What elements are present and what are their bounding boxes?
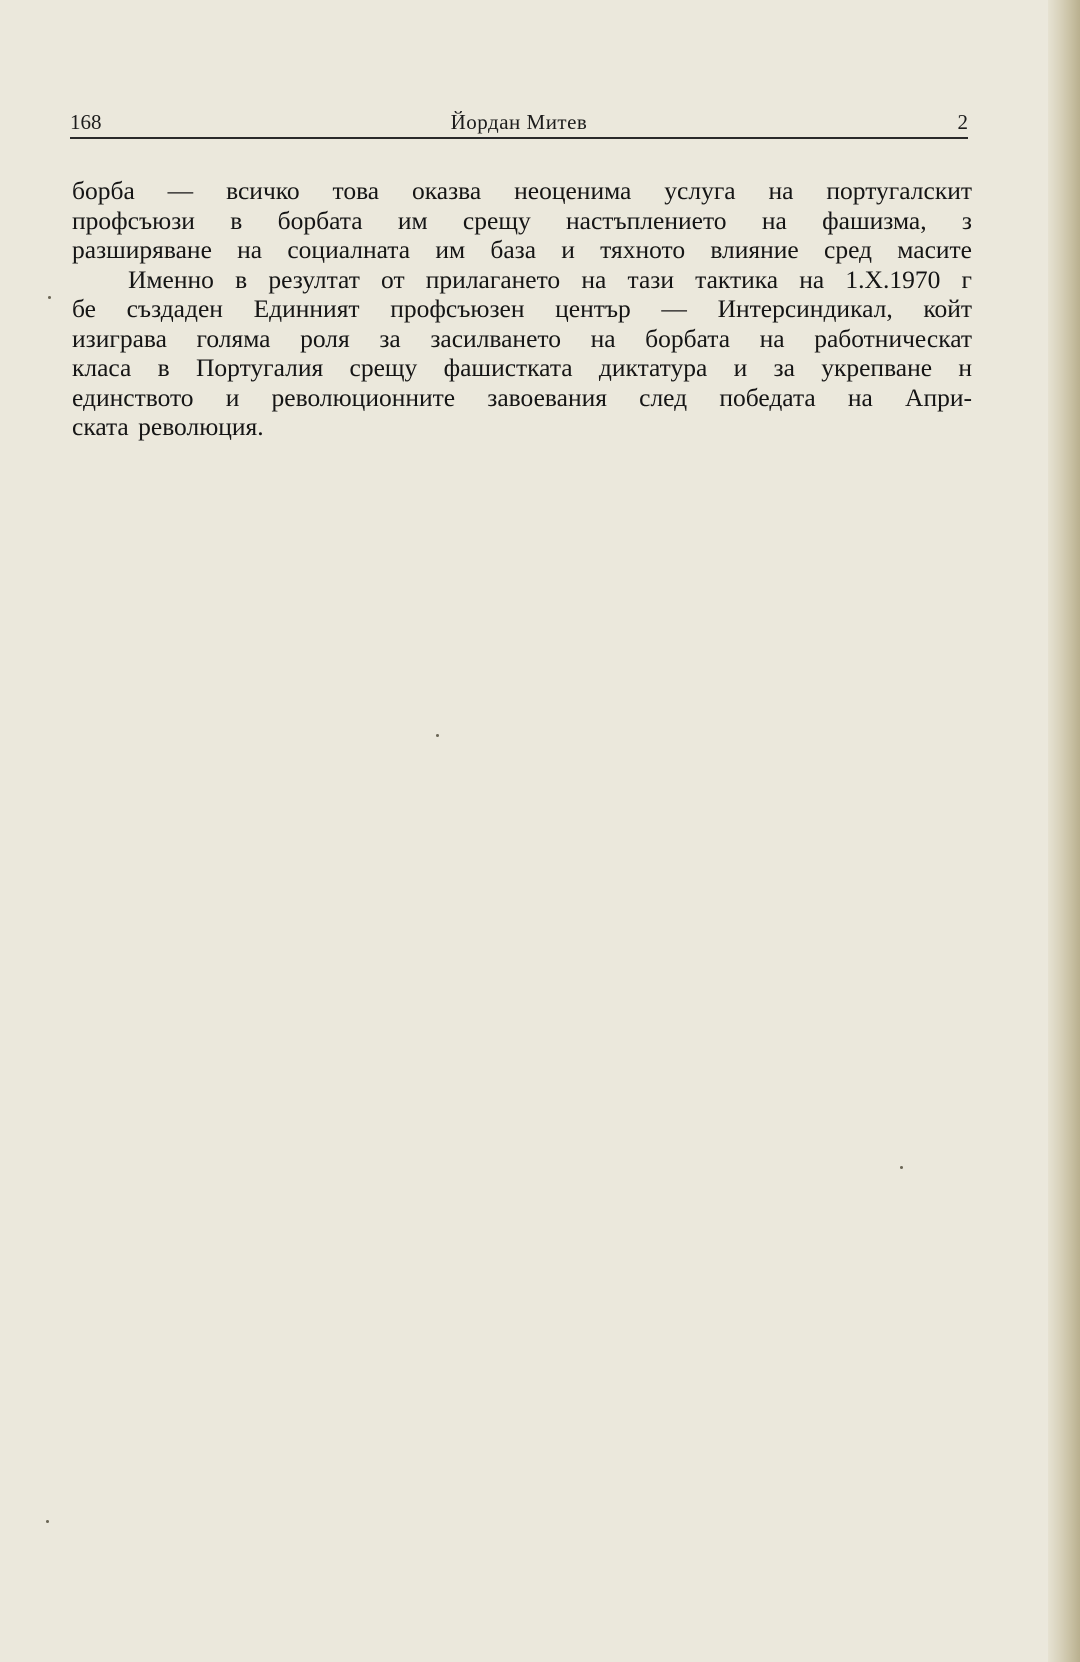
text-line: профсъюзи в борбата им срещу настъплението на фашизма, з xyxy=(72,205,972,235)
text-line: ската революция. xyxy=(72,412,264,441)
text-line: борба — всичко това оказва неоценима услуга на португалскит xyxy=(72,176,972,205)
body-text xyxy=(72,176,972,442)
paper-speck xyxy=(48,296,51,299)
paper-speck xyxy=(46,1520,49,1523)
paper-speck xyxy=(900,1166,903,1169)
text-line: бе създаден Единният профсъюзен център — Интерсиндикал, койт xyxy=(72,294,972,323)
text-line: изиграва голяма роля за засилването на борбата на работническат xyxy=(72,323,972,353)
page-gutter-shadow xyxy=(1048,0,1080,1662)
paper-speck xyxy=(436,734,439,737)
text-line: Именно в резултат от прилагането на тази тактика на 1.X.1970 г xyxy=(128,264,972,294)
text-line: единството и революционните завоевания след победата на Апри- xyxy=(72,382,972,412)
text-line: разширяване на социалната им база и тяхното влияние сред масите xyxy=(72,235,972,264)
page-number: 168 xyxy=(70,110,102,134)
text-line: класа в Португалия срещу фашистката диктатура и за укрепване н xyxy=(72,353,972,382)
header-rule xyxy=(70,137,968,139)
running-right-mark: 2 xyxy=(957,110,968,134)
running-head xyxy=(70,108,968,138)
running-title: Йордан Митев xyxy=(450,110,588,134)
